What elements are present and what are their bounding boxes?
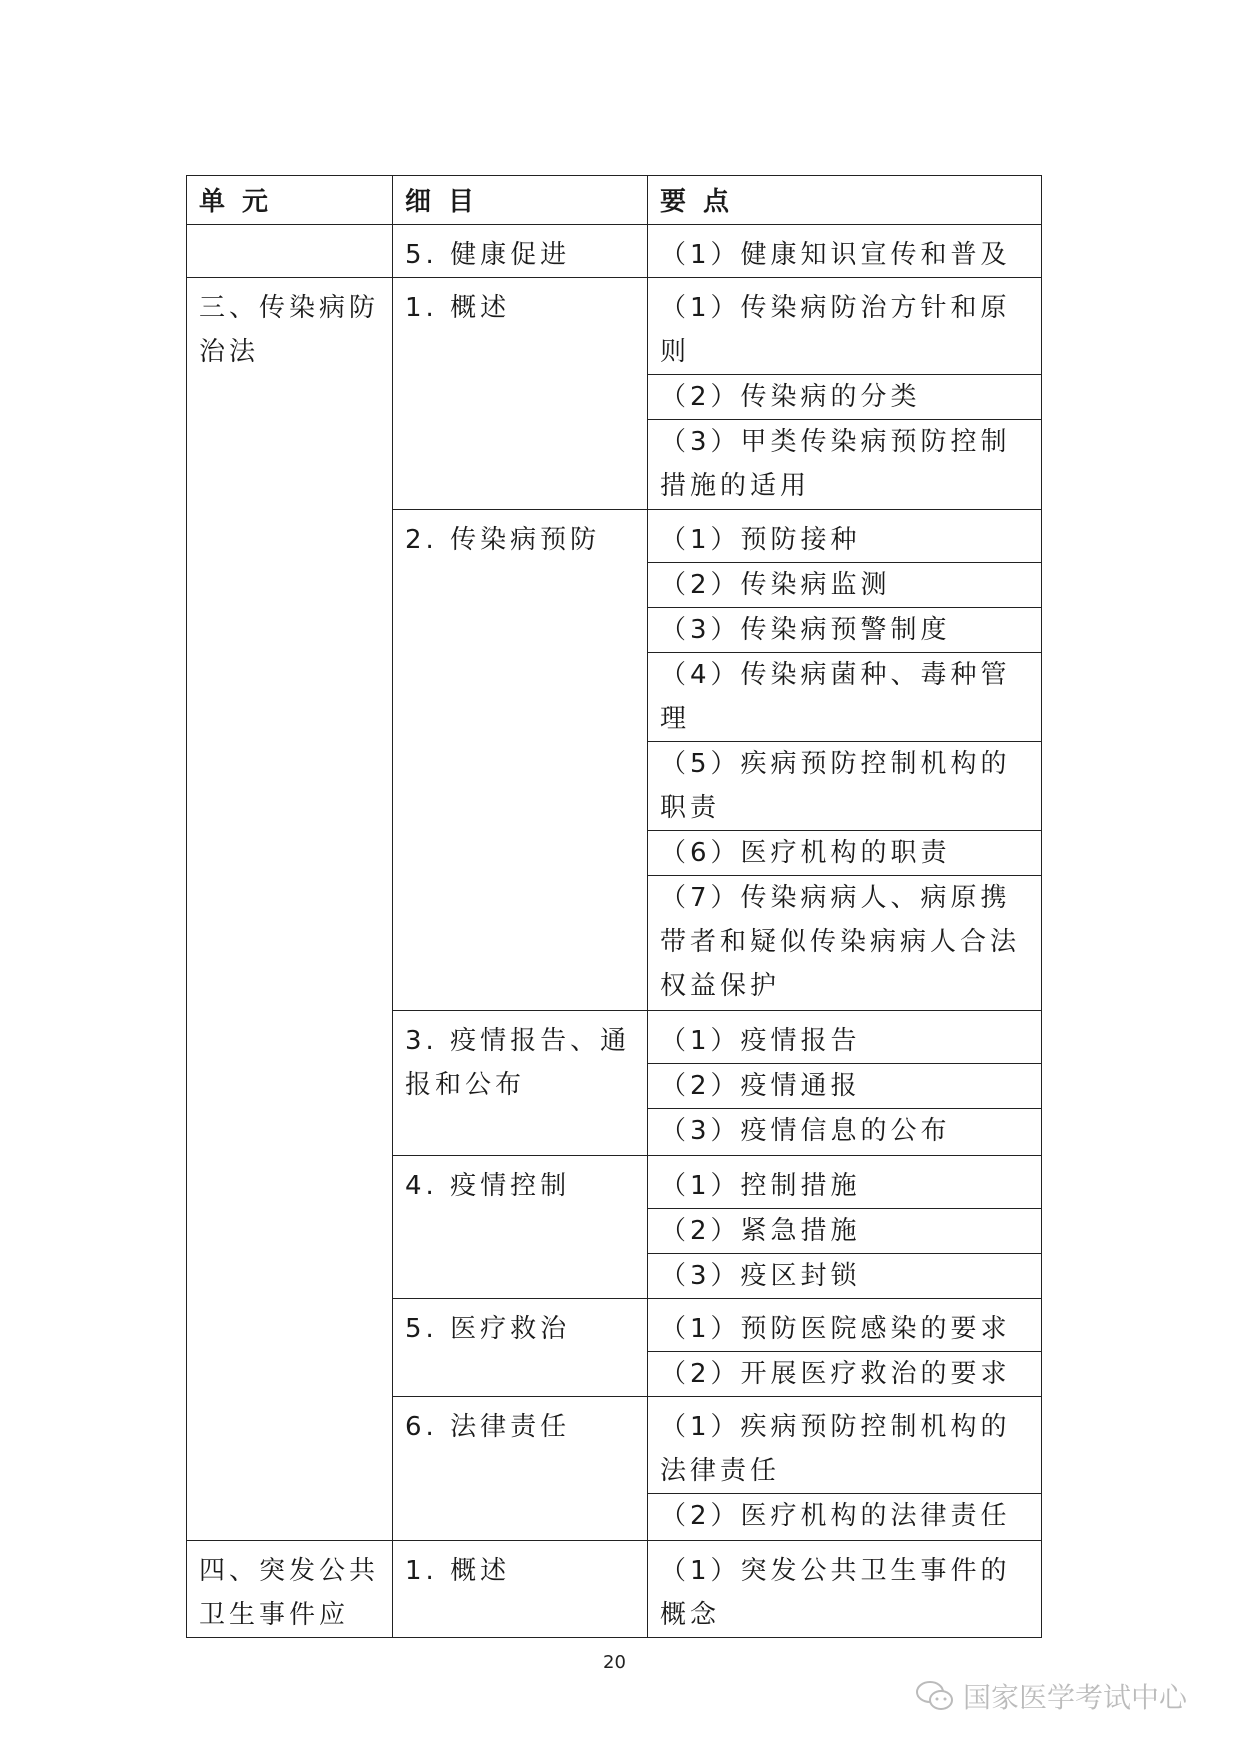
header-cell-2: 要 点 [648, 176, 1042, 225]
table-row [187, 225, 1042, 278]
detail-cell: 3. 疫情报告、通报和公布 [393, 1011, 648, 1156]
point-cell: （1）预防医院感染的要求 [648, 1299, 1042, 1352]
point-cell: （7）传染病病人、病原携带者和疑似传染病病人合法权益保护 [648, 876, 1042, 1011]
point-cell: （1）突发公共卫生事件的概念 [648, 1541, 1042, 1638]
detail-cell: 4. 疫情控制 [393, 1156, 648, 1299]
detail-cell: 1. 概述 [393, 278, 648, 510]
point-cell: （4）传染病菌种、毒种管理 [648, 653, 1042, 742]
syllabus-table [186, 175, 1042, 1638]
point-cell: （1）预防接种 [648, 510, 1042, 563]
table-row [187, 278, 1042, 375]
wechat-icon [915, 1679, 955, 1713]
point-cell: （2）传染病的分类 [648, 375, 1042, 420]
unit-cell: 四、突发公共卫生事件应 [187, 1541, 393, 1638]
table-row [187, 1541, 1042, 1638]
point-cell: （3）疫区封锁 [648, 1254, 1042, 1299]
unit-cell: 三、传染病防治法 [187, 278, 393, 1541]
point-cell: （3）传染病预警制度 [648, 608, 1042, 653]
detail-cell: 5. 医疗救治 [393, 1299, 648, 1397]
point-cell: （1）健康知识宣传和普及 [648, 225, 1042, 278]
point-cell: （1）控制措施 [648, 1156, 1042, 1209]
table-header-row [187, 176, 1042, 225]
detail-cell: 5. 健康促进 [393, 225, 648, 278]
point-cell: （2）开展医疗救治的要求 [648, 1352, 1042, 1397]
header-cell-0: 单 元 [187, 176, 393, 225]
watermark [915, 1676, 1187, 1716]
unit-cell [187, 225, 393, 278]
detail-cell: 2. 传染病预防 [393, 510, 648, 1011]
point-cell: （3）甲类传染病预防控制措施的适用 [648, 420, 1042, 510]
point-cell: （1）疾病预防控制机构的法律责任 [648, 1397, 1042, 1494]
header-cell-1: 细 目 [393, 176, 648, 225]
detail-cell: 6. 法律责任 [393, 1397, 648, 1541]
point-cell: （5）疾病预防控制机构的职责 [648, 742, 1042, 831]
point-cell: （1）疫情报告 [648, 1011, 1042, 1064]
point-cell: （2）疫情通报 [648, 1064, 1042, 1109]
point-cell: （3）疫情信息的公布 [648, 1109, 1042, 1156]
detail-cell: 1. 概述 [393, 1541, 648, 1638]
point-cell: （2）医疗机构的法律责任 [648, 1494, 1042, 1541]
watermark-text: 国家医学考试中心 [963, 1681, 1188, 1714]
point-cell: （1）传染病防治方针和原则 [648, 278, 1042, 375]
point-cell: （2）传染病监测 [648, 563, 1042, 608]
page-number: 20 [603, 1652, 626, 1673]
point-cell: （6）医疗机构的职责 [648, 831, 1042, 876]
point-cell: （2）紧急措施 [648, 1209, 1042, 1254]
